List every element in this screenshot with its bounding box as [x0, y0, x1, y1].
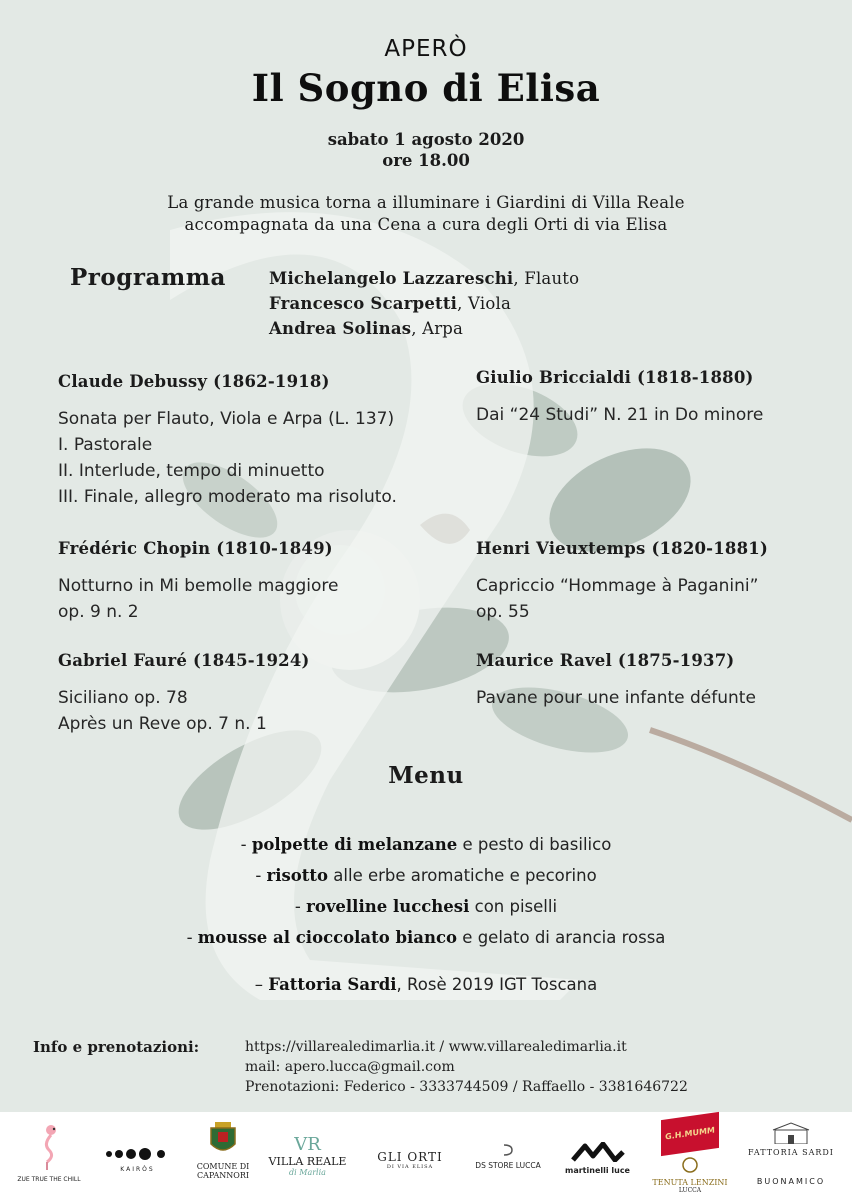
mumm-lenzini-logo: G.H.MUMM TENUTA LENZINI LUCCA	[650, 1116, 730, 1194]
work-line: II. Interlude, tempo di minuetto	[58, 461, 325, 481]
menu-item: - polpette di melanzane e pesto di basilico	[240, 835, 612, 854]
composer-debussy: Claude Debussy (1862-1918)	[58, 372, 330, 391]
booking-phones: Prenotazioni: Federico - 3333744509 / Raffaello - 3381646722	[245, 1079, 688, 1095]
composer-chopin: Frédéric Chopin (1810-1849)	[58, 539, 333, 558]
work-line: Pavane pour une infante défunte	[476, 688, 756, 708]
villa-reale-logo: VR VILLA REALE di Marlia	[268, 1134, 347, 1177]
composer-faure: Gabriel Fauré (1845-1924)	[58, 651, 310, 670]
info-heading: Info e prenotazioni:	[33, 1038, 200, 1056]
menu-heading: Menu	[388, 762, 464, 789]
performer-3: Andrea Solinas, Arpa	[269, 319, 464, 338]
lenzini-crest-icon	[681, 1156, 699, 1174]
event-time: ore 18.00	[382, 151, 470, 170]
contact-email[interactable]: mail: apero.lucca@gmail.com	[245, 1059, 455, 1075]
flamingo-icon	[29, 1122, 69, 1172]
work-line: op. 55	[476, 602, 530, 622]
sponsor-footer	[0, 1112, 852, 1202]
martinelli-icon	[571, 1142, 625, 1162]
work-line: Dai “24 Studi” N. 21 in Do minore	[476, 405, 764, 425]
event-title: Il Sogno di Elisa	[251, 66, 601, 110]
fattoria-sardi-logo: FATTORIA SARDI BUONAMICO	[736, 1122, 846, 1186]
brand-logo: APERÒ	[384, 36, 468, 62]
work-line: III. Finale, allegro moderato ma risoluto.	[58, 487, 397, 507]
work-line: Notturno in Mi bemolle maggiore	[58, 576, 339, 596]
menu-item: - risotto alle erbe aromatiche e pecorino	[255, 866, 597, 885]
work-line: Sonata per Flauto, Viola e Arpa (L. 137)	[58, 409, 395, 429]
work-line: Siciliano op. 78	[58, 688, 188, 708]
flamingo-logo: ZUE TRUE THE CHILL	[14, 1122, 84, 1183]
event-date: sabato 1 agosto 2020	[327, 130, 525, 149]
kairos-dots-icon	[103, 1146, 173, 1162]
composer-vieuxtemps: Henri Vieuxtemps (1820-1881)	[476, 539, 768, 558]
kairos-logo: KAIRÒS	[100, 1146, 175, 1173]
coat-of-arms-icon	[207, 1120, 239, 1158]
work-line: I. Pastorale	[58, 435, 153, 455]
performer-1: Michelangelo Lazzareschi, Flauto	[269, 269, 580, 288]
ds-store-icon	[502, 1143, 514, 1157]
intro-line-1: La grande musica torna a illuminare i Giardini di Villa Reale	[167, 193, 685, 212]
comune-capannori-logo: COMUNE DI CAPANNORI	[188, 1120, 258, 1180]
work-line: Après un Reve op. 7 n. 1	[58, 714, 267, 734]
performer-2: Francesco Scarpetti, Viola	[269, 294, 511, 313]
intro-line-2: accompagnata da una Cena a cura degli Orti di via Elisa	[184, 215, 668, 234]
composer-ravel: Maurice Ravel (1875-1937)	[476, 651, 735, 670]
wine-pairing: – Fattoria Sardi, Rosè 2019 IGT Toscana	[254, 975, 598, 994]
buonamico-logo: BUONAMICO	[756, 1177, 826, 1186]
website-links[interactable]: https://villarealedimarlia.it / www.villarealedimarlia.it	[245, 1039, 627, 1055]
menu-item: - rovelline lucchesi con piselli	[294, 897, 558, 916]
composer-briccialdi: Giulio Briccialdi (1818-1880)	[476, 368, 754, 387]
work-line: Capriccio “Hommage à Paganini”	[476, 576, 759, 596]
programma-heading: Programma	[70, 264, 226, 291]
gli-orti-logo: GLI ORTI DI VIA ELISA	[377, 1150, 443, 1170]
mumm-label: G.H.MUMM	[661, 1112, 719, 1156]
villa-building-icon	[771, 1122, 811, 1144]
menu-item: - mousse al cioccolato bianco e gelato di arancia rossa	[186, 928, 666, 947]
work-line: op. 9 n. 2	[58, 602, 139, 622]
martinelli-luce-logo: martinelli luce	[560, 1142, 635, 1175]
ds-store-logo: DS STORE LUCCA	[468, 1142, 548, 1170]
